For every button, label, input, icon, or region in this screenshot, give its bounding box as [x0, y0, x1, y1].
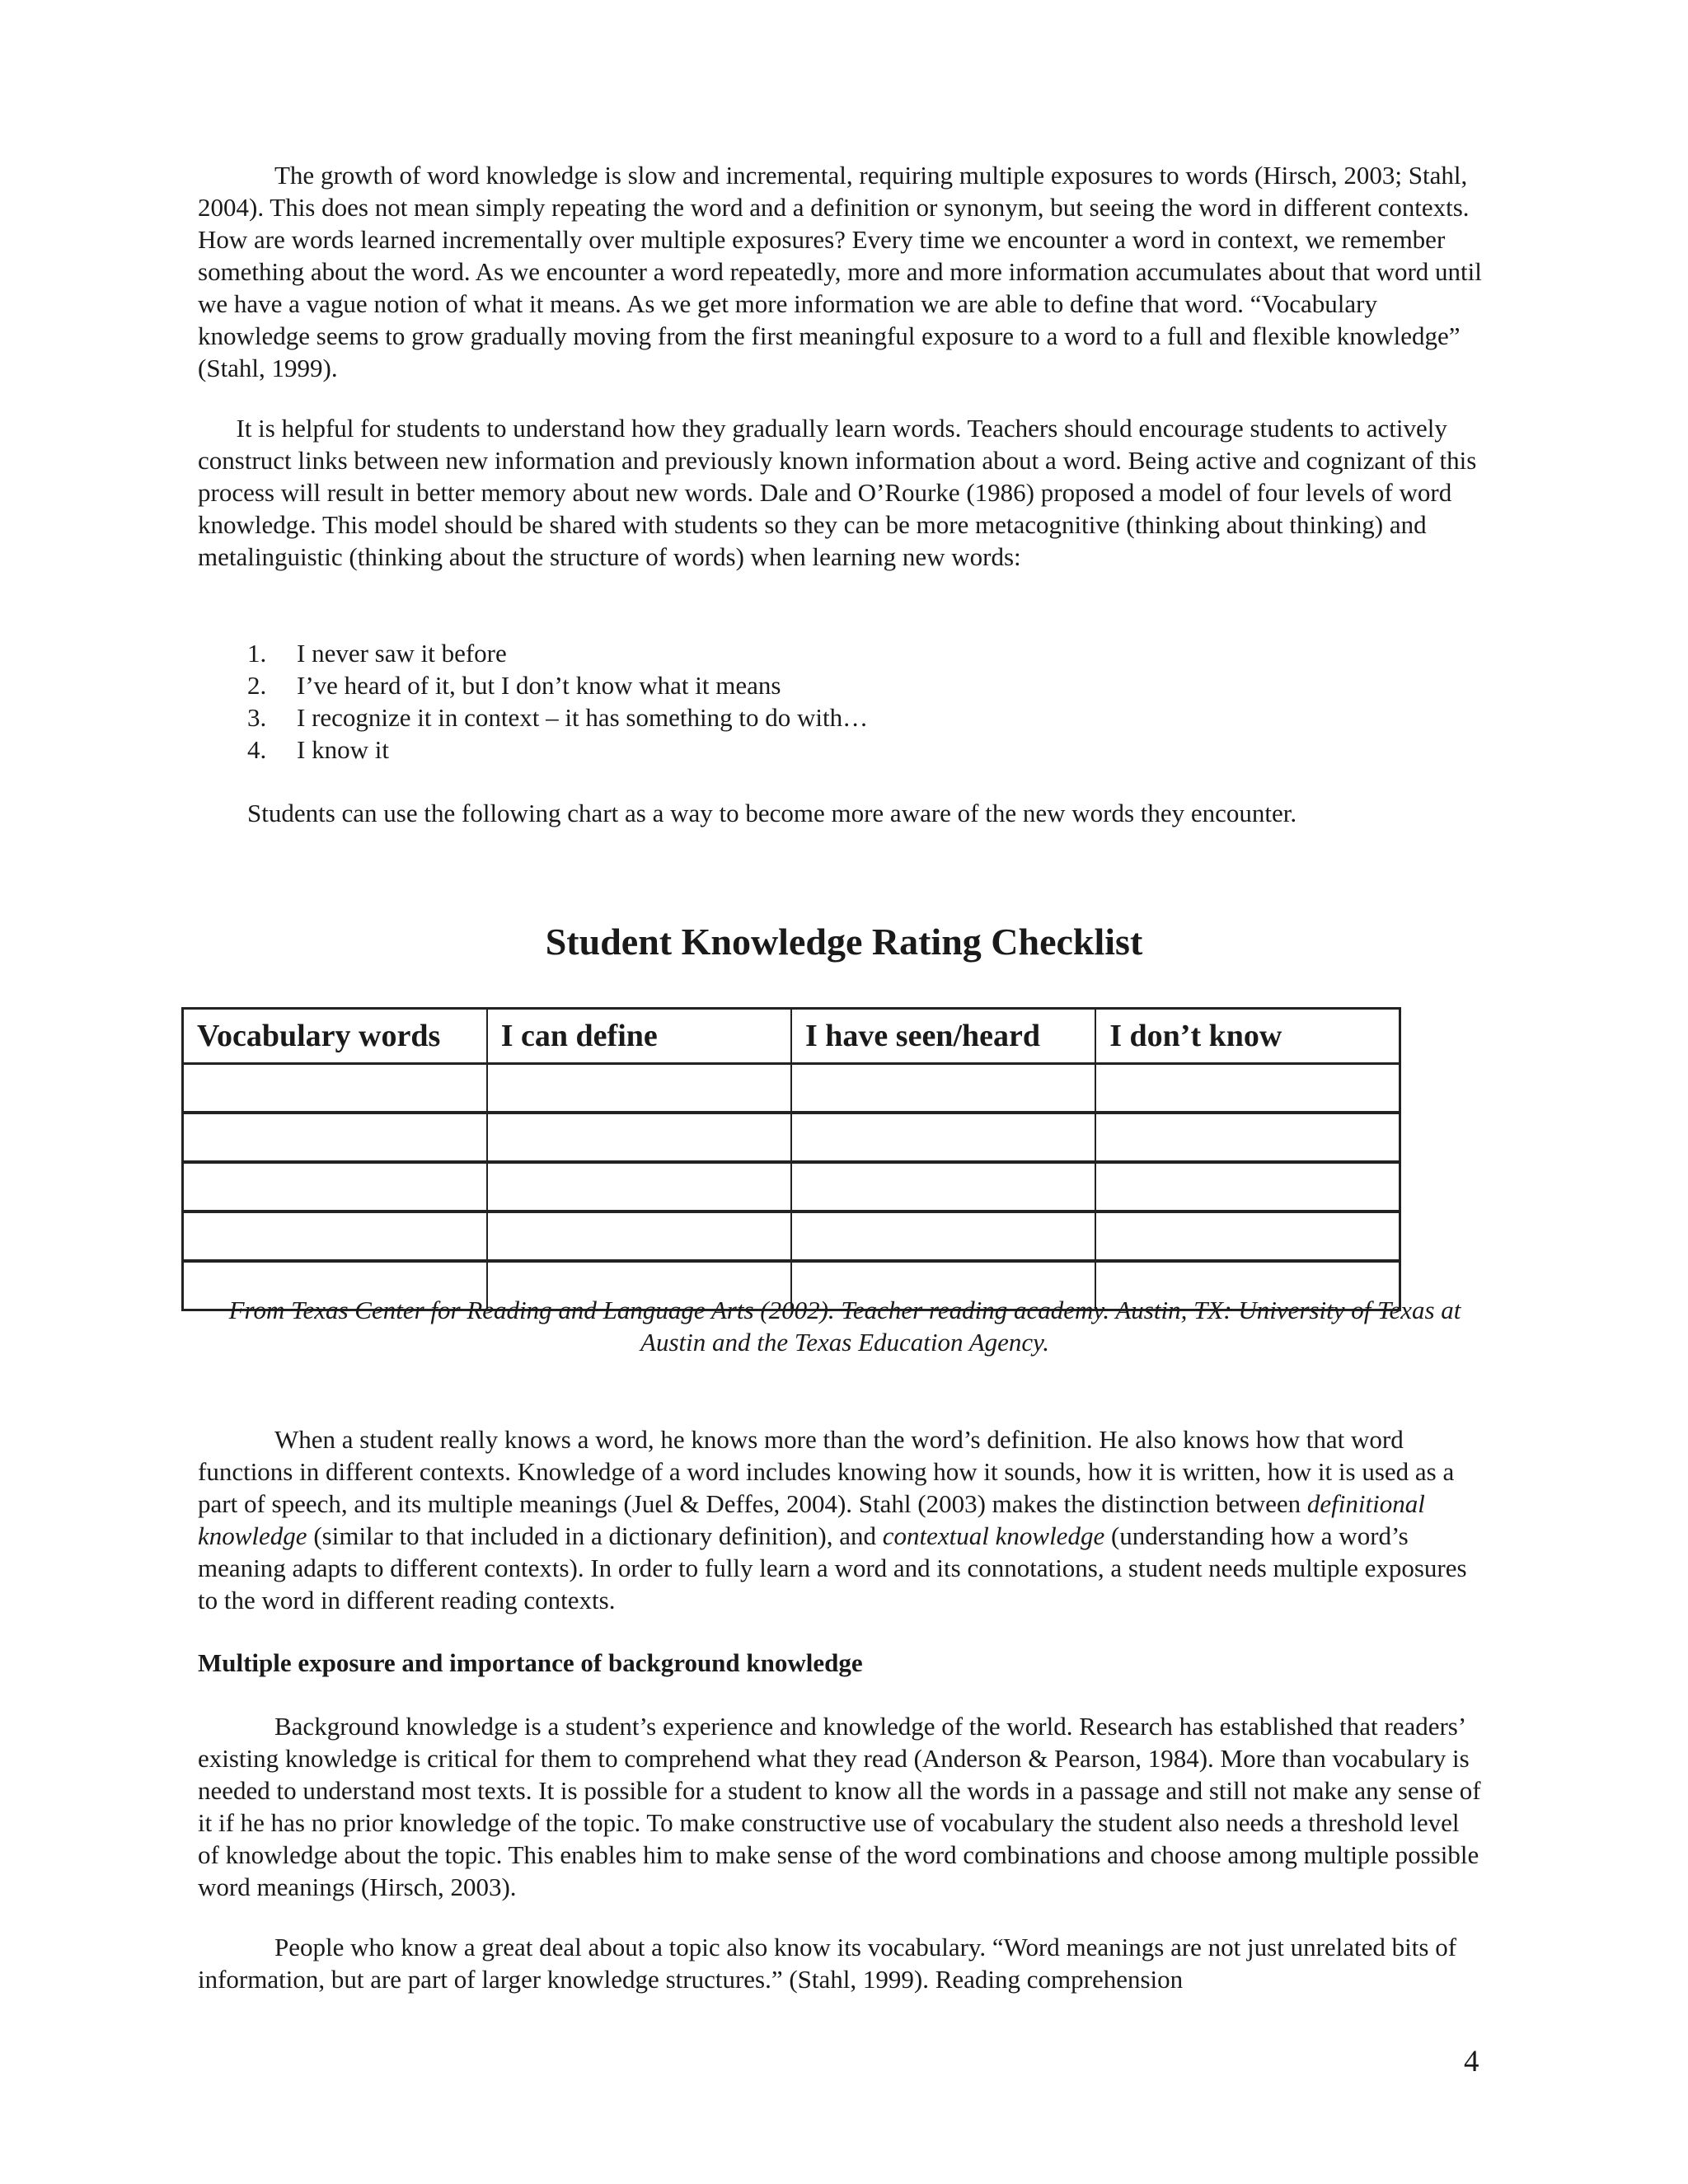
- table-cell: [183, 1162, 487, 1212]
- table-cell: [183, 1212, 487, 1261]
- table-cell: [1095, 1064, 1400, 1113]
- chart-intro-text: Students can use the following chart as a way to become more aware of the new words they encounter.: [247, 799, 1297, 827]
- word-knowledge-levels-list: [247, 637, 868, 766]
- table-cell: [1095, 1113, 1400, 1162]
- column-header: I can define: [487, 1009, 791, 1064]
- list-item: 4. I know it: [247, 735, 389, 764]
- section-heading: Multiple exposure and importance of background knowledge: [198, 1648, 863, 1677]
- table-cell: [183, 1064, 487, 1113]
- table-cell: [791, 1113, 1095, 1162]
- checklist-title: Student Knowledge Rating Checklist: [545, 921, 1143, 963]
- table-cell: [791, 1212, 1095, 1261]
- paragraph-word-knowledge-growth: The growth of word knowledge is slow and incremental, requiring multiple exposures to words (Hirsch, 2003; Stahl, 2004). This does not mean simply repeating the word and a definition or synonym, but seeing the word in different contexts. How are words learned incrementally over multiple exposures? Every time we encounter a word in context, we remember something about the word. As we encounter a word repeatedly, more and more information accumulates about that word until we have a vague notion of what it means. As we get more information we are able to define that word. “Vocabulary knowledge seems to grow gradually moving from the first meaningful exposure to a word to a full and flexible knowledge” (Stahl, 1999).: [198, 161, 1482, 382]
- table-header-row: [183, 1009, 1400, 1064]
- term-definitional-knowledge: definitional knowledge: [198, 1489, 1425, 1550]
- column-header: I have seen/heard: [791, 1009, 1095, 1064]
- table-cell: [1095, 1212, 1400, 1261]
- table-cell: [1095, 1162, 1400, 1212]
- table-cell: [487, 1113, 791, 1162]
- table-row: [183, 1212, 1400, 1261]
- page-number: 4: [1464, 2045, 1479, 2079]
- table-cell: [183, 1113, 487, 1162]
- column-header: Vocabulary words: [183, 1009, 487, 1064]
- list-item: 1. I never saw it before: [247, 639, 507, 668]
- column-header: I don’t know: [1095, 1009, 1400, 1064]
- table-cell: [791, 1162, 1095, 1212]
- table-cell: [487, 1064, 791, 1113]
- table-cell: [487, 1162, 791, 1212]
- list-item: 2. I’ve heard of it, but I don’t know what it means: [247, 671, 781, 700]
- table-cell: [487, 1212, 791, 1261]
- list-item: 3. I recognize it in context – it has something to do with…: [247, 703, 869, 732]
- term-contextual-knowledge: contextual knowledge: [882, 1521, 1105, 1550]
- paragraph-knowing-a-word: When a student really knows a word, he knows more than the word’s definition. He also knows how that word functions in different contexts. Knowledge of a word includes knowing how it sounds, how it is written, how it is used as a part of speech, and its multiple meanings (Juel & Deffes, 2004). Stahl (2003) makes the distinction between definitional knowledge (similar to that included in a dictionary definition), and contextual knowledge (understanding how a word’s meaning adapts to different contexts). In order to fully learn a word and its connotations, a student needs multiple exposures to the word in different reading contexts.: [198, 1425, 1467, 1615]
- paragraph-gradual-learning: It is helpful for students to understand how they gradually learn words. Teachers should encourage students to actively construct links between new information and previously known information about a word. Being active and cognizant of this process will result in better memory about new words. Dale and O’Rourke (1986) proposed a model of four levels of word knowledge. This model should be shared with students so they can be more metacognitive (thinking about thinking) and metalinguistic (thinking about the structure of words) when learning new words:: [198, 414, 1477, 571]
- knowledge-rating-table: [181, 1007, 1401, 1311]
- table-row: [183, 1064, 1400, 1113]
- paragraph-topic-vocabulary: People who know a great deal about a topic also know its vocabulary. “Word meanings are not just unrelated bits of information, but are part of larger knowledge structures.” (Stahl, 1999). Reading comprehension: [198, 1933, 1457, 1994]
- table-row: [183, 1113, 1400, 1162]
- table-row: [183, 1162, 1400, 1212]
- paragraph-background-knowledge: Background knowledge is a student’s experience and knowledge of the world. Research has established that readers’ existing knowledge is critical for them to comprehend what they read (Anderson & Pearson, 1984). More than vocabulary is needed to understand most texts. It is possible for a student to know all the words in a passage and still not make any sense of it if he has no prior knowledge of the topic. To make constructive use of vocabulary the student also needs a threshold level of knowledge about the topic. This enables him to make sense of the word combinations and choose among multiple possible word meanings (Hirsch, 2003).: [198, 1712, 1481, 1901]
- source-citation: From Texas Center for Reading and Language Arts (2002). Teacher reading academy. Austin, TX: University of Texas at Austin and the Texas Education Agency.: [228, 1296, 1461, 1357]
- table-cell: [791, 1064, 1095, 1113]
